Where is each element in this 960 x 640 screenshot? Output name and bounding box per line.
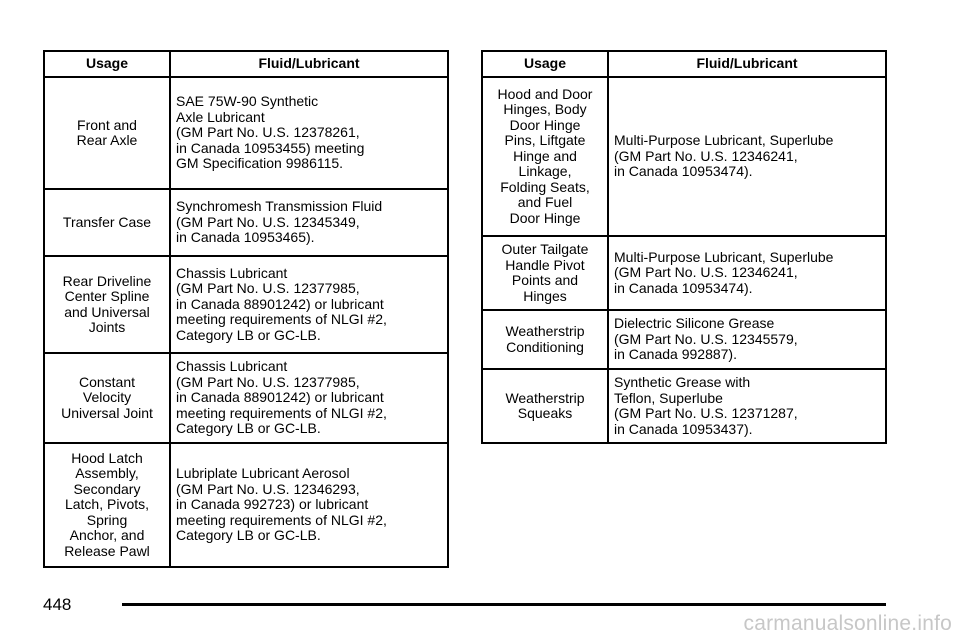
footer-rule [122,603,886,606]
column-header-fluid-lubricant: Fluid/Lubricant [170,51,448,77]
usage-cell: Weatherstrip Conditioning [482,310,608,369]
fluid-table-right [481,50,887,444]
usage-cell: Constant Velocity Universal Joint [44,353,170,443]
usage-cell: Outer Tailgate Handle Pivot Points and Hinges [482,236,608,310]
usage-cell: Hood and Door Hinges, Body Door Hinge Pins, Liftgate Hinge and Linkage, Folding Seats, and Fuel Door Hinge [482,77,608,236]
table-row [44,77,448,189]
watermark: carmanualsonline.info [743,612,952,635]
fluid-cell: Multi-Purpose Lubricant, Superlube (GM Part No. U.S. 12346241, in Canada 10953474). [608,236,886,310]
table-row [44,256,448,353]
column-header-usage: Usage [482,51,608,77]
fluid-cell: Chassis Lubricant (GM Part No. U.S. 12377985, in Canada 88901242) or lubricant meeting requirements of NLGI #2, Category LB or GC-LB. [170,256,448,353]
usage-cell: Rear Driveline Center Spline and Universal Joints [44,256,170,353]
fluid-cell: Synchromesh Transmission Fluid (GM Part No. U.S. 12345349, in Canada 10953465). [170,189,448,256]
usage-cell: Hood Latch Assembly, Secondary Latch, Pivots, Spring Anchor, and Release Pawl [44,443,170,567]
fluid-cell: SAE 75W-90 Synthetic Axle Lubricant (GM Part No. U.S. 12378261, in Canada 10953455) meeting GM Specification 9986115. [170,77,448,189]
table-row [44,443,448,567]
fluid-cell: Dielectric Silicone Grease (GM Part No. U.S. 12345579, in Canada 992887). [608,310,886,369]
table-row [482,310,886,369]
fluid-cell: Chassis Lubricant (GM Part No. U.S. 12377985, in Canada 88901242) or lubricant meeting requirements of NLGI #2, Category LB or GC-LB. [170,353,448,443]
column-header-usage: Usage [44,51,170,77]
fluid-cell: Multi-Purpose Lubricant, Superlube (GM Part No. U.S. 12346241, in Canada 10953474). [608,77,886,236]
column-header-fluid-lubricant: Fluid/Lubricant [608,51,886,77]
fluid-cell: Lubriplate Lubricant Aerosol (GM Part No. U.S. 12346293, in Canada 992723) or lubricant meeting requirements of NLGI #2, Category LB or GC-LB. [170,443,448,567]
usage-cell: Front and Rear Axle [44,77,170,189]
table-row [482,369,886,443]
page-number: 448 [43,595,72,614]
fluid-cell: Synthetic Grease with Teflon, Superlube (GM Part No. U.S. 12371287, in Canada 10953437). [608,369,886,443]
table-row [482,77,886,236]
table-row [482,236,886,310]
table-header-row [44,51,448,77]
fluid-table-left [43,50,449,568]
usage-cell: Transfer Case [44,189,170,256]
table-header-row [482,51,886,77]
usage-cell: Weatherstrip Squeaks [482,369,608,443]
table-row [44,353,448,443]
table-row [44,189,448,256]
